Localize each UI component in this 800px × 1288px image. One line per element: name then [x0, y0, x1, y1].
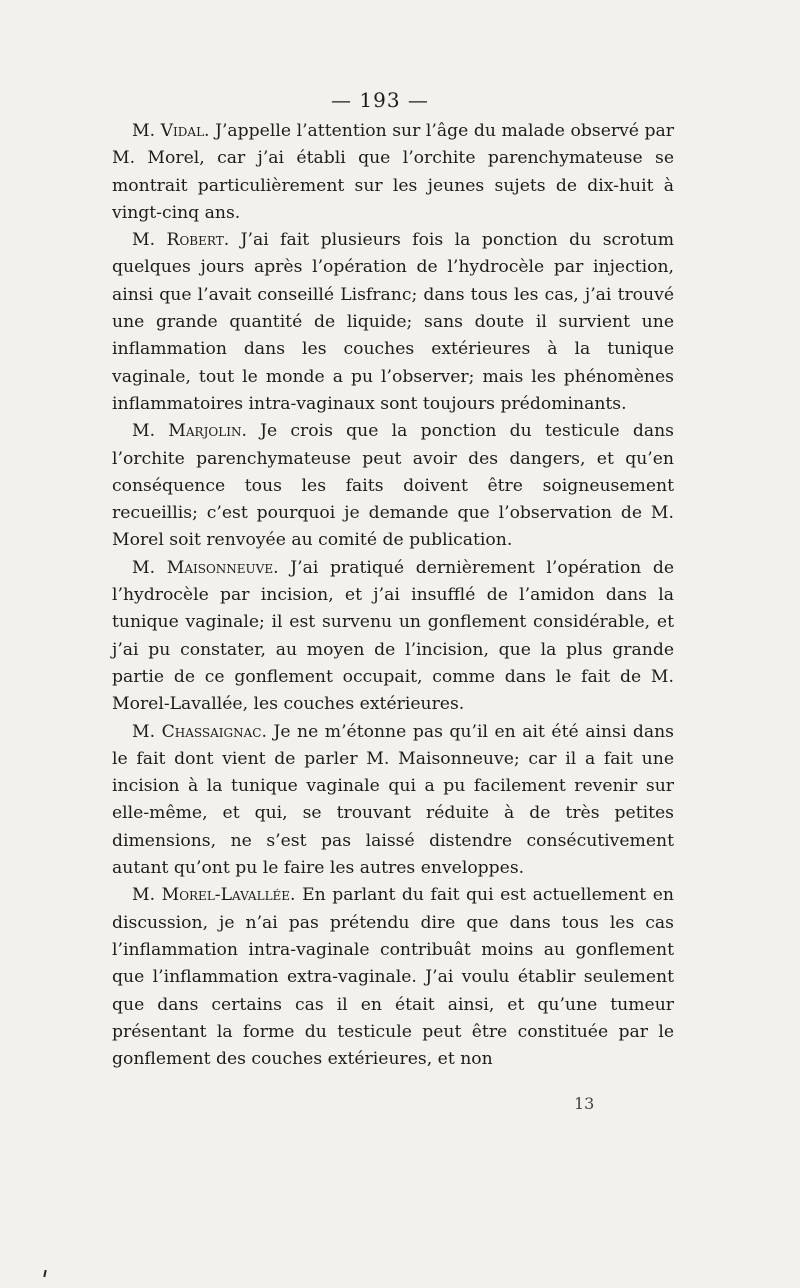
paragraph-text: Je ne m’étonne pas qu’il en ait été ainsi dans le fait dont vient de parler M. Maisonneuve; car il a fait une incision à la tunique vaginale qui a pu facilement revenir sur elle-même, et qui, se trouvant réduite à de très petites dimensions, ne s’est pas laissé distendre consécutivement autant qu’ont pu le faire les autres enveloppes. [112, 721, 674, 879]
paragraph-text: J’ai fait plusieurs fois la ponction du scrotum quelques jours après l’opération de l’hydrocèle par injection, ainsi que l’avait conseillé Lisfranc; dans tous les cas, j’ai trouvé une grande quantité de liquide; sans doute il survient une inflammation dans les couches extérieures à la tunique vaginale, tout le monde a pu l’observer; mais les phénomènes inflammatoires intra-vaginaux sont toujours prédominants. [112, 230, 674, 414]
paragraph-robert [112, 227, 674, 418]
paragraph-text: Je crois que la ponction du testicule dans l’orchite parenchymateuse peut avoir des dangers, et qu’en conséquence tous les faits doivent être soigneusement recueillis; c’est pourquoi je demande que l’observation de M. Morel soit renvoyée au comité de publication. [112, 421, 674, 551]
speaker-name: M. Morel-Lavallée. [132, 885, 296, 906]
signature-mark: 13 [574, 1094, 595, 1113]
speaker-name: M. Vidal. [132, 121, 210, 141]
speaker-name: M. Maisonneuve. [132, 557, 279, 578]
page-number: — 193 — [331, 88, 429, 112]
paragraph-text: J’ai pratiqué dernièrement l’opération de l’hydrocèle par incision, et j’ai insufflé de l’amidon dans la tunique vaginale; il est survenu un gonflement considérable, et j’ai pu constater, au moyen de l’incision, que la plus grande partie de ce gonflement occupait, comme dans le fait de M. Morel-Lavallée, les couches extérieures. [112, 557, 675, 715]
speaker-name: M. Marjolin. [132, 421, 247, 442]
paragraph-text: En parlant du fait qui est actuellement en discussion, je n’ai pas prétendu dire que dans tous les cas l’inflammation intra-vaginale contribuât moins au gonflement que l’inflammation extra-vaginale. J’ai voulu établir seulement que dans certains cas il en était ainsi, et qu’une tumeur présentant la forme du testicule peut être constituée par le gonflement des couches extérieures, et non [112, 885, 674, 1070]
paragraph-marjolin [112, 418, 674, 554]
speaker-name: M. Chassaignac. [132, 721, 267, 742]
paragraph-vidal [112, 118, 674, 227]
speaker-name: M. Robert. [132, 230, 230, 251]
body-text [112, 118, 674, 1073]
paragraph-chassaignac [112, 719, 674, 883]
paragraph-text: J’appelle l’attention sur l’âge du malade observé par M. Morel, car j’ai établi que l’orchite parenchymateuse se montrait particulièrement sur les jeunes sujets de dix-huit à vingt-cinq ans. [112, 121, 674, 223]
paragraph-maisonneuve [112, 555, 674, 719]
ink-speck [43, 1270, 46, 1277]
paragraph-morel-lavallee [112, 882, 674, 1073]
